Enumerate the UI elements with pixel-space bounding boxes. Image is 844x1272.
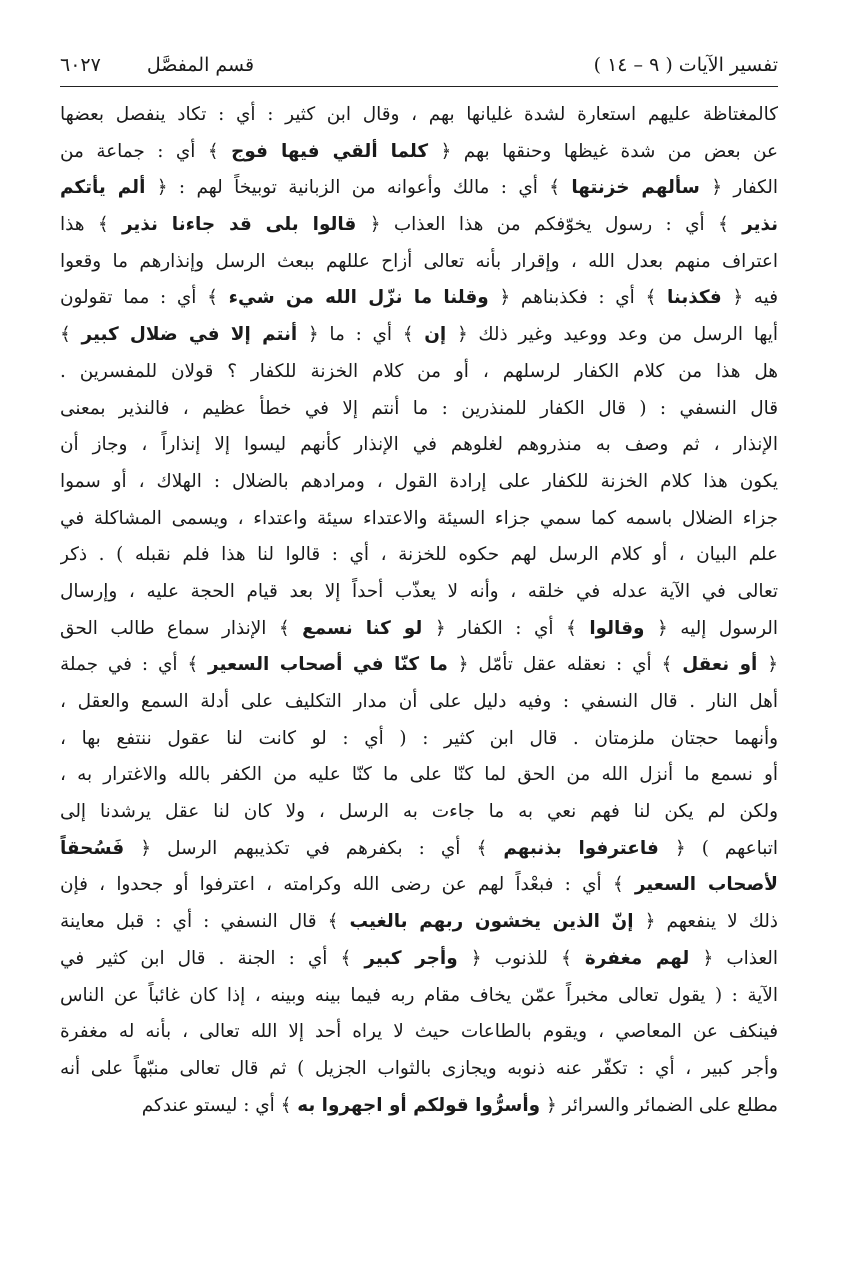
text-line xyxy=(60,831,778,868)
page-body-text xyxy=(60,97,778,1124)
text-line xyxy=(60,721,778,758)
text-segment: عن بعض من شدة غيظها وحنقها بهم ﴿ xyxy=(428,140,778,162)
quran-quote: إن xyxy=(424,324,447,346)
text-line xyxy=(60,941,778,978)
text-line xyxy=(60,1051,778,1088)
text-segment: كالمغتاظة عليهم استعارة لشدة غليانها بهم ، وقال ابن كثير : أي : تكاد ينفصل بعضها xyxy=(60,104,778,125)
text-line xyxy=(60,501,778,538)
text-segment: فينكف عن المعاصي ، ويقوم بالطاعات حيث لا يراه أحد إلا الله تعالى ، بأنه له مغفرة xyxy=(60,1021,778,1043)
text-line xyxy=(60,280,778,317)
text-line xyxy=(60,134,778,171)
text-line xyxy=(60,170,778,207)
text-line xyxy=(60,354,778,391)
text-segment: ﴾ أي : جماعة من xyxy=(60,140,232,162)
text-segment: مطلع على الضمائر والسرائر ﴿ xyxy=(540,1094,778,1116)
text-segment: الرسول إليه ﴿ xyxy=(644,617,778,639)
quran-quote: أو نعقل xyxy=(682,654,758,676)
text-segment: قال النسفي : ( قال الكفار للمنذرين : ما أنتم إلا في خطأ عظيم ، فالنذير بمعنى xyxy=(60,397,778,419)
quran-quote: وأسرُّوا قولكم أو اجهروا به xyxy=(297,1094,541,1116)
quran-quote: نذير xyxy=(742,214,778,236)
text-segment: ﴾ أي : الجنة . قال ابن كثير في xyxy=(60,947,365,969)
text-segment: ﴾ أي : نعقله عقل تأمّل ﴿ xyxy=(447,654,683,676)
surah-verse-range: تفسير الآيات ( ٩ – ١٤ ) xyxy=(593,54,778,76)
header-left-group xyxy=(60,54,254,76)
text-segment: تعالى في الآية عدله في خلقه ، وأنه لا يعذّب أحداً إلا بعد قيام الحجة عليه ، وإرسال xyxy=(60,580,778,602)
text-segment: ﴾ أي : رسول يخوّفكم من هذا العذاب ﴿ xyxy=(356,214,743,236)
quran-quote: وأجر كبير xyxy=(364,947,458,969)
text-line xyxy=(60,244,778,281)
text-line xyxy=(60,757,778,794)
quran-quote: ما كنّا في أصحاب السعير xyxy=(208,654,448,676)
text-segment: ﴾ أي : مما تقولون xyxy=(60,287,229,309)
section-title: قسم المفصَّل xyxy=(146,54,255,76)
text-segment: ﴾ قال النسفي : أي : قبل معاينة xyxy=(60,911,350,933)
header-rule xyxy=(60,86,778,87)
quran-quote: أنتم إلا في ضلال كبير xyxy=(81,324,298,346)
text-segment: ﴾ الإنذار سماع طالب الحق xyxy=(60,617,303,639)
text-line xyxy=(60,207,778,244)
quran-quote: كلما ألقي فيها فوج xyxy=(231,140,429,162)
text-segment: ﴾ أي : مالك وأعوانه من الزبانية توبيخاً لهم : ﴿ xyxy=(145,177,572,199)
quran-quote: فاعترفوا بذنبهم xyxy=(503,837,659,859)
text-line xyxy=(60,611,778,648)
text-segment: ﴾ أي : ليستو عندكم xyxy=(141,1094,298,1116)
text-line xyxy=(60,1088,778,1125)
text-segment: ﴾ هذا xyxy=(60,214,122,236)
text-segment: علم البيان ، أو كلام الرسل لهم حكوه للخزنة ، أي : قالوا لنا هذا فلم نقبله ) . ذكر xyxy=(60,544,778,566)
running-header xyxy=(60,54,778,86)
quran-quote: وقالوا xyxy=(589,617,645,639)
text-segment: ذلك لا ينفعهم ﴿ xyxy=(633,911,778,933)
text-segment: أو نسمع ما أنزل الله من الحق لما كنّا على ما كنّا عليه من الكفر بالله والاغترار به ، xyxy=(60,764,778,786)
quran-quote: فكذبنا xyxy=(666,287,722,309)
quran-quote: إنّ الذين يخشون ربهم بالغيب xyxy=(349,911,634,933)
text-segment: ﴾ أي : الكفار ﴿ xyxy=(422,617,590,639)
text-segment: الآية : ( يقول تعالى مخبراً عمّن يخاف مقام ربه فيما بينه وبينه ، إذا كان غائباً عن الناس xyxy=(60,984,778,1006)
text-segment: وأنهما حجتان ملزمتان . قال ابن كثير : ( أي : لو كانت لنا عقول ننتفع بها ، xyxy=(60,727,778,749)
text-line xyxy=(60,391,778,428)
text-segment: أيها الرسل من وعد ووعيد وغير ذلك ﴿ xyxy=(446,324,778,346)
text-segment: العذاب ﴿ xyxy=(689,947,778,969)
text-line xyxy=(60,1014,778,1051)
text-segment: ﴾ أي : بكفرهم في تكذيبهم الرسل ﴿ xyxy=(124,837,504,859)
text-segment: ﴾ أي : فبعْداً لهم عن رضى الله وكرامته ، اعترفوا أو جحدوا ، فإن xyxy=(60,874,635,896)
page-number: ٦٠٢٧ xyxy=(60,54,101,76)
text-line xyxy=(60,867,778,904)
quran-quote: فَسُحقاً xyxy=(60,837,125,859)
text-segment: هل هذا من كلام الكفار لرسلهم ، أو من كلام الخزنة للكفار ؟ قولان للمفسرين . xyxy=(60,360,778,382)
text-segment: ﴿ xyxy=(757,654,778,676)
text-segment: الإنذار ، ثم وصف به منذروهم لغلوهم في الإنذار كأنهم ليسوا إلا إنذاراً ، وجاز أن xyxy=(60,434,778,456)
text-segment: ﴾ أي : في جملة xyxy=(60,654,209,676)
text-line xyxy=(60,97,778,134)
quran-quote: وقلنا ما نزّل الله من شيء xyxy=(228,287,489,309)
text-line xyxy=(60,317,778,354)
text-line xyxy=(60,537,778,574)
text-line xyxy=(60,464,778,501)
text-segment: ﴾ للذنوب ﴿ xyxy=(457,947,585,969)
text-segment: ﴾ أي : ما ﴿ xyxy=(297,324,425,346)
text-segment: ﴾ xyxy=(60,324,82,346)
quran-quote: ألم يأتكم xyxy=(60,177,146,199)
quran-quote: قالوا بلى قد جاءنا نذير xyxy=(121,214,357,236)
text-segment: اتباعهم ) ﴿ xyxy=(658,837,778,859)
text-segment: ﴾ أي : فكذبناهم ﴿ xyxy=(488,287,667,309)
text-line xyxy=(60,904,778,941)
text-line xyxy=(60,978,778,1015)
text-line xyxy=(60,574,778,611)
text-segment: جزاء الضلال باسمه كما سمي جزاء السيئة والاعتداء سيئة واعتداء ، ويسمى المشاكلة في xyxy=(60,507,778,529)
quran-quote: سألهم خزنتها xyxy=(571,177,700,199)
text-segment: ولكن لم يكن لنا فهم نعي به ما جاءت به الرسل ، ولا كان لنا عقل يرشدنا إلى xyxy=(60,801,778,823)
text-segment: أهل النار . قال النسفي : وفيه دليل على أن مدار التكليف على أدلة السمع والعقل ، xyxy=(60,691,778,712)
text-segment: وأجر كبير ، أي : تكفّر عنه ذنوبه ويجازى بالثواب الجزيل ) ثم قال تعالى منبّهاً على أنه xyxy=(60,1057,778,1079)
text-line xyxy=(60,647,778,684)
quran-quote: لو كنا نسمع xyxy=(302,617,423,639)
text-line xyxy=(60,684,778,721)
text-segment: يكون هذا كلام الخزنة للكفار على إرادة القول ، ومرادهم بالضلال : الهلاك ، أو سموا xyxy=(60,470,778,492)
text-segment: الكفار ﴿ xyxy=(699,177,778,199)
quran-quote: لهم مغفرة xyxy=(584,947,690,969)
text-line xyxy=(60,794,778,831)
text-line xyxy=(60,427,778,464)
text-segment: اعتراف منهم بعدل الله ، وإقرار بأنه تعالى أزاح عللهم ببعث الرسل وإنذارهم ما وقعوا xyxy=(60,250,778,272)
text-segment: فيه ﴿ xyxy=(721,287,778,309)
quran-quote: لأصحاب السعير xyxy=(634,874,778,896)
